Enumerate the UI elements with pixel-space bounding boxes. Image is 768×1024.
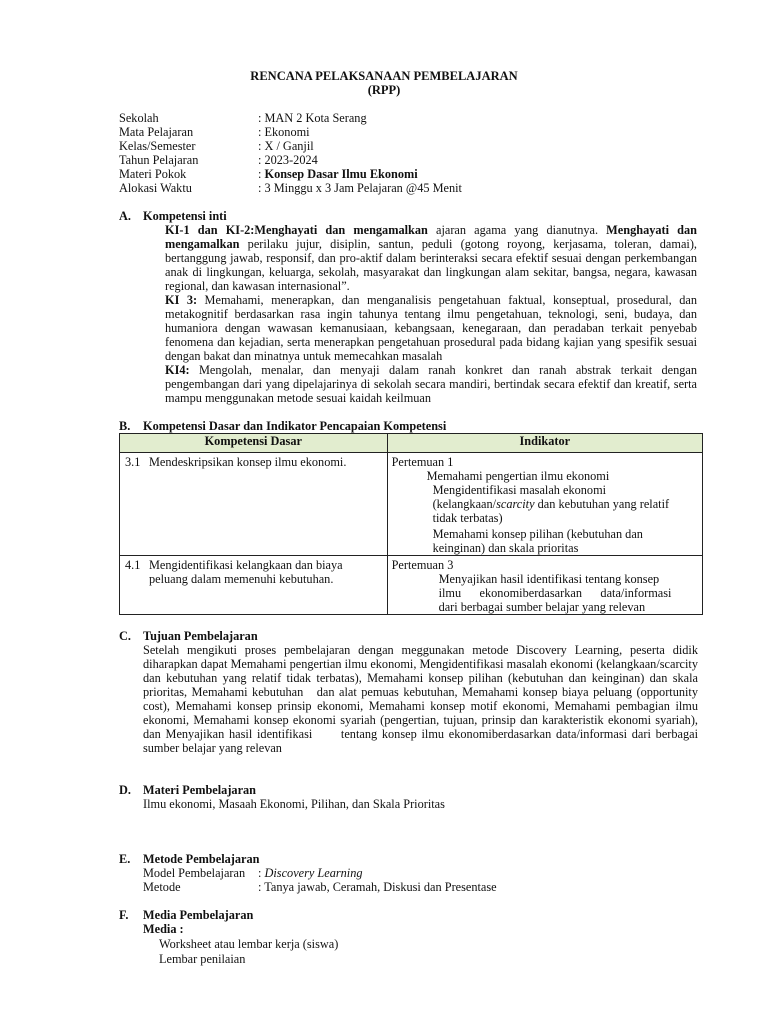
info-label: Materi Pokok: [119, 167, 187, 181]
table-header-row: [120, 434, 703, 453]
title-line-1: RENCANA PELAKSANAAN PEMBELAJARAN: [250, 69, 518, 83]
document-title: [0, 69, 768, 97]
indicator-text: dari berbagai sumber belajar yang relevan: [438, 600, 646, 614]
info-value: [258, 167, 418, 181]
info-label: Mata Pelajaran: [119, 125, 194, 139]
indicator-text: ilmu ekonomiberdasarkan data/informasi: [438, 586, 672, 600]
ki-4-paragraph: [165, 363, 697, 405]
kd-text: Mendeskripsikan konsep ilmu ekonomi.: [149, 455, 347, 469]
section-a-letter: A.: [119, 209, 131, 223]
metode-label: Metode: [143, 880, 181, 894]
info-value: : MAN 2 Kota Serang: [258, 111, 367, 125]
info-label: Kelas/Semester: [119, 139, 196, 153]
metode-value: : Tanya jawab, Ceramah, Diskusi dan Presentase: [258, 880, 497, 894]
kd-cell: [120, 453, 388, 556]
model-value-italic: Discovery Learning: [264, 866, 363, 880]
indicator-text: [433, 497, 670, 511]
section-e-title: Metode Pembelajaran: [143, 852, 260, 866]
ki-1-2-paragraph: [165, 223, 697, 293]
ki-1-2-bold-2: Menghayati dan mengamalkan: [165, 223, 697, 251]
media-item: Lembar penilaian: [159, 952, 246, 966]
media-label: Media :: [143, 922, 184, 936]
ki-3-label: KI 3:: [165, 293, 198, 307]
column-header-kd: Kompetensi Dasar: [120, 434, 388, 453]
model-value: [258, 866, 363, 880]
column-header-indikator: Indikator: [387, 434, 702, 453]
info-value: : 2023-2024: [258, 153, 318, 167]
section-a-title: Kompetensi inti: [143, 209, 227, 223]
section-d-title: Materi Pembelajaran: [143, 783, 257, 797]
indicator-text: Memahami konsep pilihan (kebutuhan dan: [432, 527, 643, 541]
ki-3-text: Memahami, menerapkan, dan menganalisis pengetahuan faktual, konseptual, prosedural, dan metakognitif berdasarkan rasa ingin tahunya tentang ilmu pengetahuan, teknologi, seni, budaya, dan humaniora dengan wawasan kemanusiaan, kebangsaan, kenegaraan, dan peradaban terkait penyebab fenomena dan kejadian, serta menerapkan pengetahuan prosedural pada bidang kajian yang spesifik sesuai dengan bakat dan minatnya untuk memecahkan masalah: [165, 293, 697, 363]
info-value: : X / Ganjil: [258, 139, 314, 153]
kd-indikator-table: [119, 433, 703, 615]
indikator-cell: [387, 556, 702, 615]
section-d-letter: D.: [119, 783, 131, 797]
section-e-letter: E.: [119, 852, 131, 866]
kd-number: 3.1: [125, 455, 141, 469]
ki-4-text: Mengolah, menalar, dan menyaji dalam ranah konkret dan ranah abstrak terkait dengan pengembangan dari yang dipelajarinya di sekolah secara mandiri, bertindak secara efektif dan kreatif, serta mampu menggunakan metode sesuai kaidah keilmuan: [165, 363, 697, 405]
kd-text: Mengidentifikasi kelangkaan dan biaya: [149, 558, 343, 572]
indicator-text-pre: (kelangkaan/: [432, 497, 497, 511]
tujuan-paragraph: Setelah mengikuti proses pembelajaran dengan meggunakan metode Discovery Learning, peserta didik diharapkan dapat Memahami pengertian ilmu ekonomi, Mengidentifikasi masalah ekonomi (kelangkaan/scarcity dan kebutuhan yang relatif tidak terbatas), Memahami konsep pilihan (kebutuhan dan keinginan) dan skala prioritas, Memahami kebutuhan dan alat pemuas kebutuhan, Memahami konsep biaya peluang (opportunity cost), Memahami konsep prinsip ekonomi, Memahami konsep motif ekonomi, Memahami pembagian ilmu ekonomi, Memahami konsep ekonomi syariah (pengertian, tujuan, prinsip dan karakteristik ekonomi syariah), dan Menyajikan hasil identifikasi tentang konsep ilmu ekonomiberdasarkan data/informasi dari berbagai sumber belajar yang relevan: [143, 643, 702, 755]
model-value-prefix: :: [258, 866, 265, 880]
table-row: [120, 453, 703, 556]
info-value: : Ekonomi: [258, 125, 310, 139]
info-value: : 3 Minggu x 3 Jam Pelajaran @45 Menit: [258, 181, 462, 195]
info-label: Alokasi Waktu: [119, 181, 192, 195]
indicator-text: tidak terbatas): [432, 511, 503, 525]
indicator-text: Memahami pengertian ilmu ekonomi: [426, 469, 610, 483]
kd-cell: [120, 556, 388, 615]
indicator-text: Menyajikan hasil identifikasi tentang konsep: [438, 572, 660, 586]
media-item: Worksheet atau lembar kerja (siswa): [159, 937, 339, 951]
ki-3-paragraph: [165, 293, 697, 363]
indicator-text-italic: scarcity: [496, 497, 535, 511]
indikator-cell: [387, 453, 702, 556]
info-value-prefix: :: [258, 167, 265, 181]
kd-text: peluang dalam memenuhi kebutuhan.: [149, 572, 334, 586]
section-b-title: Kompetensi Dasar dan Indikator Pencapaian Kompetensi: [143, 419, 447, 433]
title-line-2: (RPP): [367, 83, 401, 97]
section-b-letter: B.: [119, 419, 131, 433]
model-label: Model Pembelajaran: [143, 866, 246, 880]
indicator-text: Mengidentifikasi masalah ekonomi: [432, 483, 607, 497]
ki-1-2-label: KI-1 dan KI-2:Menghayati dan mengamalkan: [165, 223, 428, 237]
section-c-letter: C.: [119, 629, 131, 643]
kd-number: 4.1: [125, 558, 141, 572]
meeting-label: Pertemuan 1: [391, 455, 454, 469]
info-value-bold: Konsep Dasar Ilmu Ekonomi: [264, 167, 418, 181]
meeting-label: Pertemuan 3: [391, 558, 454, 572]
section-f-title: Media Pembelajaran: [143, 908, 254, 922]
ki-1-2-text-2: perilaku jujur, disiplin, santun, peduli (gotong royong, kerjasama, toleran, damai), bertanggung jawab, responsif, dan pro-aktif dalam berinteraksi secara efektif sesuai dengan perkembangan anak di lingkungan, keluarga, sekolah, masyarakat dan lingkungan alam sekitar, bangsa, negara, kawasan regional, dan kawasan internasional”.: [165, 237, 697, 293]
ki-4-label: KI4:: [165, 363, 190, 377]
ki-1-2-text-1: ajaran agama yang dianutnya.: [427, 223, 607, 237]
section-f-letter: F.: [119, 908, 129, 922]
info-label: Tahun Pelajaran: [119, 153, 199, 167]
indicator-text-post: dan kebutuhan yang relatif: [534, 497, 670, 511]
indicator-text: keinginan) dan skala prioritas: [432, 541, 579, 555]
table-row: [120, 556, 703, 615]
info-label: Sekolah: [119, 111, 159, 125]
section-c-title: Tujuan Pembelajaran: [143, 629, 258, 643]
materi-text: Ilmu ekonomi, Masaah Ekonomi, Pilihan, dan Skala Prioritas: [143, 797, 445, 811]
